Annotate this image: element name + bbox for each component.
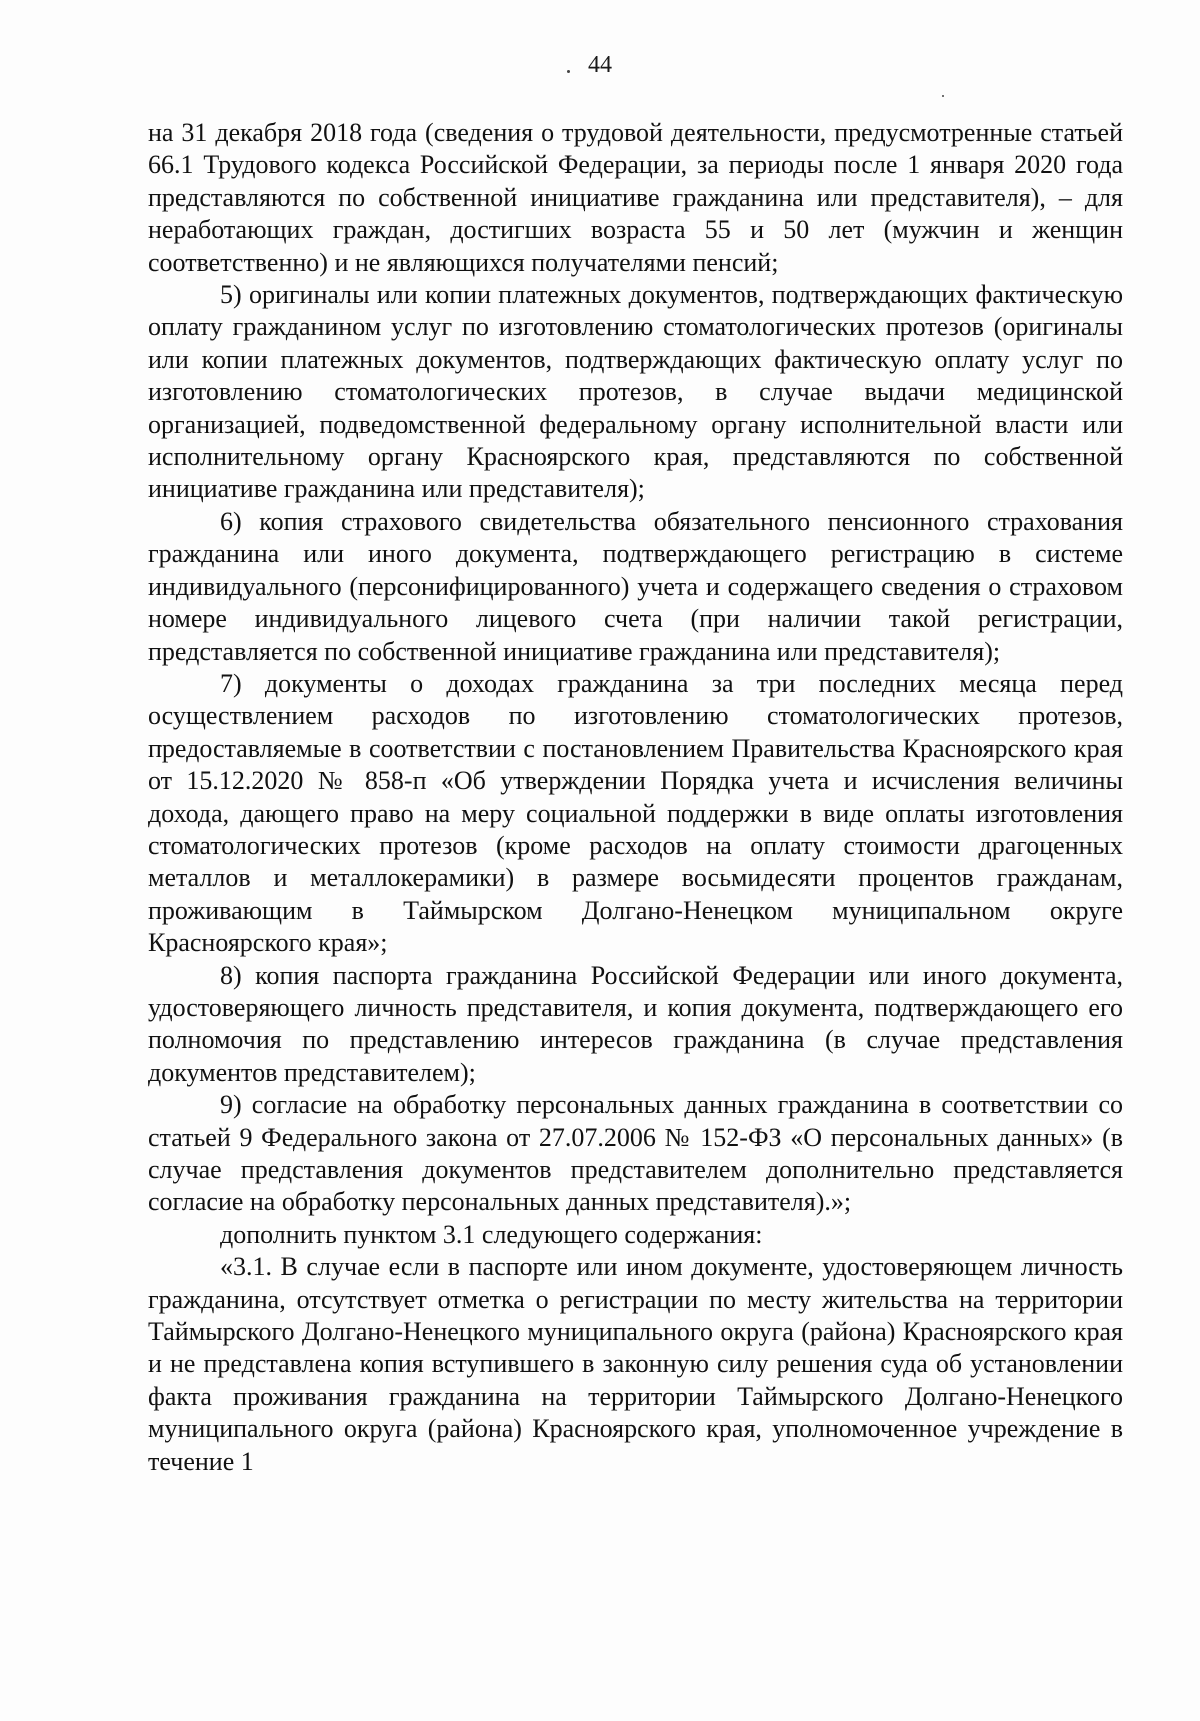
paragraph-continuation: на 31 декабря 2018 года (сведения о трудовой деятельности, предусмотренные статьей 66.1 Трудового кодекса Российской Федерации, за периоды после 1 января 2020 года представляются по собственной инициативе гражданина или представителя), – для неработающих граждан, достигших возраста 55 и 50 лет (мужчин и женщин соответственно) и не являющихся получателями пенсий; xyxy=(148,118,1123,277)
paragraph-amendment-intro: дополнить пунктом 3.1 следующего содержания: xyxy=(220,1219,763,1249)
paragraph-item-6: 6) копия страхового свидетельства обязательного пенсионного страхования гражданина или иного документа, подтверждающего регистрацию в системе индивидуального (персонифицированного) учета и содержащего сведения о страховом номере индивидуального лицевого счета (при наличии такой регистрации, представляется по собственной инициативе гражданина или представителя); xyxy=(148,506,1123,666)
page-number: 44 xyxy=(588,52,612,78)
scan-speck xyxy=(942,95,944,97)
paragraph-clause-3-1: «3.1. В случае если в паспорте или ином документе, удостоверяющем личность гражданина, отсутствует отметка о регистрации по месту жительства на территории Таймырского Долгано-Ненецкого муниципального округа (района) Красноярского края и не представлена копия вступившего в законную силу решения суда об установлении факта проживания гражданина на территории Таймырского Долгано-Ненецкого муниципального округа (района) Красноярского края, уполномоченное учреждение в течение 1 xyxy=(148,1252,1123,1476)
paragraph-item-7: 7) документы о доходах гражданина за три последних месяца перед осуществлением расходов по изготовлению стоматологических протезов, предоставляемые в соответствии с постановлением Правительства Красноярского края от 15.12.2020 № 858-п «Об утверждении Порядка учета и исчисления величины дохода, дающего право на меру социальной поддержки в виде оплаты изготовления стоматологических протезов (кроме расходов на оплату стоимости драгоценных металлов и металлокерамики) в размере восьмидесяти процентов гражданам, проживающим в Таймырском Долгано-Ненецком муниципальном округе Красноярского края»; xyxy=(148,668,1123,958)
paragraph-item-5: 5) оригиналы или копии платежных документов, подтверждающих фактическую оплату гражданином услуг по изготовлению стоматологических протезов (оригиналы или копии платежных документов, подтверждающих фактическую оплату услуг по изготовлению стоматологических протезов, в случае выдачи медицинской организацией, подведомственной федеральному органу исполнительной власти или исполнительному органу Красноярского края, представляются по собственной инициативе гражданина или представителя); xyxy=(148,280,1123,504)
scan-speck xyxy=(567,70,570,73)
paragraph-item-9: 9) согласие на обработку персональных данных гражданина в соответствии со статьей 9 Федерального закона от 27.07.2006 № 152-ФЗ «О персональных данных» (в случае представления документов представителем дополнительно представляется согласие на обработку персональных данных представителя).»; xyxy=(148,1090,1123,1217)
paragraph-item-8: 8) копия паспорта гражданина Российской Федерации или иного документа, удостоверяющего личность представителя, и копия документа, подтверждающего его полномочия по представлению интересов гражданина (в случае представления документов представителем); xyxy=(148,960,1123,1087)
document-body xyxy=(148,117,1123,1478)
